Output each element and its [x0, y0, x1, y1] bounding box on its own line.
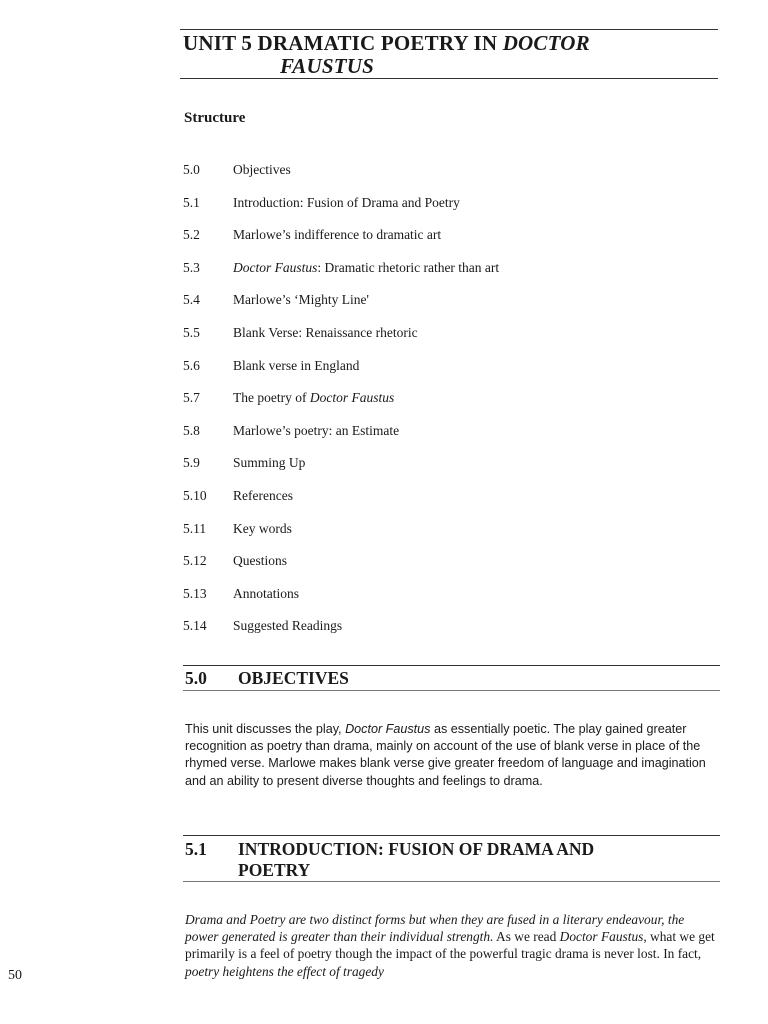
para-50-italic: Doctor Faustus [345, 722, 431, 736]
toc-label [233, 291, 369, 309]
toc-label-text: Blank verse in England [233, 357, 360, 373]
toc-number: 5.3 [183, 259, 200, 275]
para-51-italic-1: Drama and Poetry are two distinct forms but when they are fused in a literary endeavour, the power generated is greater than their individual strength. [185, 912, 685, 945]
section-51-top-rule [183, 835, 720, 836]
toc-label-italic: Doctor Faustus [309, 390, 395, 406]
section-50-title: OBJECTIVES [238, 668, 349, 688]
structure-label: Structure [184, 110, 246, 126]
unit-title-text: UNIT 5 DRAMATIC POETRY IN [183, 31, 503, 55]
section-50-top-rule [183, 665, 720, 666]
unit-title-italic-line2: FAUSTUS [280, 54, 375, 78]
toc-label [233, 259, 499, 277]
toc-label-italic: Doctor Faustus [233, 259, 318, 275]
toc-label-text: The poetry of [233, 390, 310, 406]
toc-label [233, 585, 299, 603]
toc-number: 5.10 [183, 487, 207, 503]
toc-number: 5.8 [183, 422, 200, 438]
section-51-number: 5.1 [185, 839, 207, 859]
top-rule [180, 29, 718, 30]
para-51-text-2: , what we get primarily is a feel of poetry though the impact of the powerful tragic drama is never lost. In fact, [185, 929, 715, 962]
toc-number: 5.0 [183, 162, 200, 177]
toc-label [233, 226, 441, 244]
toc-number: 5.6 [183, 357, 200, 373]
toc-number: 5.4 [183, 292, 200, 308]
para-51-text-1: As we read [493, 929, 560, 945]
section-51-heading [185, 838, 720, 882]
toc-label-text: Marlowe’s ‘Mighty Line' [233, 292, 369, 308]
title-underline [180, 78, 718, 79]
unit-title-line2 [280, 54, 374, 79]
toc-label-text: Marlowe’s poetry: an Estimate [233, 422, 400, 438]
section-51-title-line2: POETRY [238, 860, 311, 880]
toc-label-text: Questions [233, 553, 287, 569]
page-number: 50 [8, 968, 22, 983]
para-50-text-1: This unit discusses the play, [185, 722, 346, 736]
toc-number: 5.7 [183, 390, 200, 406]
section-51-paragraph [185, 911, 715, 980]
toc-label [233, 422, 399, 440]
section-50-bottom-rule [183, 690, 720, 691]
unit-title-italic: DOCTOR [502, 31, 590, 55]
toc-label-text: Annotations [233, 585, 299, 601]
toc-number: 5.12 [183, 553, 207, 569]
toc-label [233, 487, 293, 505]
toc-label [233, 194, 460, 212]
toc-number: 5.2 [183, 227, 200, 243]
toc-label-text: Summing Up [233, 455, 306, 471]
toc-label [233, 389, 394, 407]
toc-label-text: Blank Verse: Renaissance rhetoric [233, 324, 418, 340]
para-50-text-2: as essentially poetic. The play gained greater recognition as poetry than drama, mainly on account of the use of blank verse in place of the rhymed verse. Marlowe makes blank verse give greater freedom of language and imagination and an ability to present diverse thoughts and feelings to drama. [185, 722, 706, 788]
toc-number: 5.14 [183, 618, 207, 634]
toc-number: 5.1 [183, 194, 200, 210]
toc-number: 5.5 [183, 324, 200, 340]
toc-number: 5.11 [183, 520, 207, 536]
para-51-italic-3: poetry heightens the effect of tragedy [185, 963, 384, 979]
toc-label-text: Key words [233, 520, 292, 536]
toc-label [233, 454, 305, 472]
section-50-paragraph [185, 721, 715, 790]
toc-number: 5.9 [183, 455, 200, 471]
toc-label [233, 520, 292, 538]
toc-label [233, 324, 418, 342]
section-51-title-line1: INTRODUCTION: FUSION OF DRAMA AND [238, 839, 595, 859]
toc-label-text: Introduction: Fusion of Drama and Poetry [233, 194, 460, 210]
para-51-italic-2: Doctor Faustus [559, 929, 644, 945]
toc-label [233, 617, 342, 635]
section-51-bottom-rule [183, 881, 720, 882]
unit-title [183, 31, 590, 56]
section-50-number: 5.0 [185, 668, 207, 688]
toc-label [233, 552, 287, 570]
toc-label [233, 161, 291, 179]
toc-label-text: References [233, 487, 293, 503]
toc-label-text: Suggested Readings [233, 618, 343, 634]
toc-label [233, 357, 359, 375]
toc-label-text: Objectives [233, 162, 291, 177]
toc-label-suffix: : Dramatic rhetoric rather than art [317, 259, 500, 275]
toc-label-text: Marlowe’s indifference to dramatic art [233, 227, 442, 243]
toc-number: 5.13 [183, 585, 207, 601]
section-50-heading [185, 667, 720, 689]
